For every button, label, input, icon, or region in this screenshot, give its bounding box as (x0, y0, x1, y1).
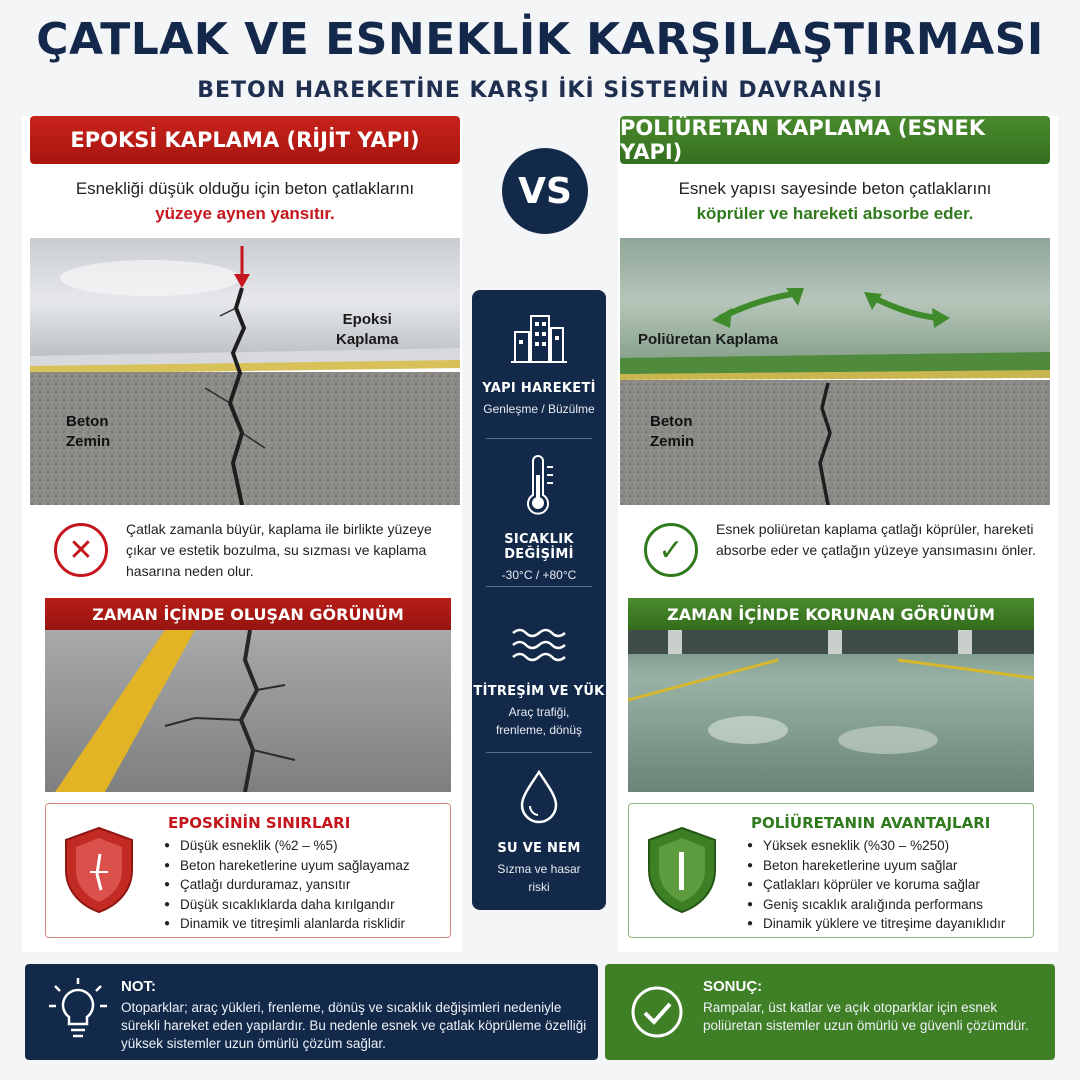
list-item: ● Çatlakları köprüler ve koruma sağlar (747, 875, 1005, 895)
list-item: ● Dinamik ve titreşimli alanlarda risklidir (164, 914, 410, 934)
note-footer (25, 964, 598, 1060)
list-item: ● Yüksek esneklik (%30 – %250) (747, 836, 1005, 856)
vs-badge: VS (502, 148, 588, 234)
factor-subtitle: Sızma ve hasar riski (497, 862, 581, 894)
divider (486, 586, 592, 587)
note-title: NOT: (121, 978, 156, 995)
result-footer (605, 964, 1055, 1060)
polyurethane-advantages-box (628, 803, 1034, 938)
cross-icon: ✕ (54, 523, 108, 577)
list-item: ● Düşük sıcaklıklarda daha kırılgandır (164, 895, 410, 915)
factor-title: SICAKLIK DEĞİŞİMİ (504, 532, 574, 562)
divider (486, 438, 592, 439)
polyurethane-success-note (640, 515, 1060, 585)
polyurethane-desc-line: Esnek yapısı sayesinde beton çatlaklarını (678, 179, 992, 198)
factor-vibration-load (472, 625, 606, 739)
factors-column (472, 290, 606, 910)
epoxy-coating-label: Epoksi Kaplama (336, 311, 399, 348)
epoxy-warning-text: Çatlak zamanla büyür, kaplama ile birlikte yüzeye çıkar ve estetik bozulma, su sızması ve kaplama hasarına neden olur. (126, 521, 432, 579)
polyurethane-time-header: ZAMAN İÇİNDE KORUNAN GÖRÜNÜM (628, 598, 1034, 630)
water-drop-icon (518, 768, 560, 824)
result-text: Rampalar, üst katlar ve açık otoparklar için esnek poliüretan sistemler uzun ömürlü ve güvenli çözümdür. (703, 1000, 1029, 1033)
epoxy-desc-highlight: yüzeye aynen yansıtır. (155, 204, 335, 223)
epoxy-header: EPOKSİ KAPLAMA (RİJİT YAPI) (30, 116, 460, 164)
epoxy-description (30, 176, 460, 226)
epoxy-concrete-label: Beton Zemin (66, 413, 111, 450)
factor-subtitle: Araç trafiği, frenleme, dönüş (495, 705, 583, 737)
polyurethane-advantages-list (747, 836, 1005, 934)
waves-icon (509, 625, 569, 665)
epoxy-warning-note (50, 515, 470, 585)
result-title: SONUÇ: (703, 978, 763, 995)
factor-subtitle: -30°C / +80°C (501, 568, 577, 582)
factor-title: YAPI HAREKETİ (482, 381, 596, 396)
factor-temperature-change (472, 455, 606, 584)
shield-icon (60, 824, 138, 916)
factor-water-moisture (472, 768, 606, 896)
list-item: ● Çatlağı durduramaz, yansıtır (164, 875, 410, 895)
thermometer-icon (519, 455, 559, 517)
epoxy-limits-title: EPOSKİNİN SINIRLARI (168, 814, 351, 832)
polyurethane-cross-section-illustration (620, 238, 1050, 505)
list-item: ● Dinamik yüklere ve titreşime dayanıklıdır (747, 914, 1005, 934)
check-circle-icon (629, 984, 685, 1040)
page-title: ÇATLAK VE ESNEKLİK KARŞILAŞTIRMASI (36, 14, 1044, 65)
list-item: ● Düşük esneklik (%2 – %5) (164, 836, 410, 856)
epoxy-desc-line: Esnekliği düşük olduğu için beton çatlaklarını (75, 179, 415, 198)
epoxy-cross-section-illustration (30, 238, 460, 505)
page-subtitle: BETON HAREKETİNE KARŞI İKİ SİSTEMİN DAVRANIŞI (197, 78, 883, 103)
list-item: ● Geniş sıcaklık aralığında performans (747, 895, 1005, 915)
polyurethane-description (620, 176, 1050, 226)
factor-subtitle: Genleşme / Büzülme (483, 402, 595, 416)
list-item: ● Beton hareketlerine uyum sağlayamaz (164, 856, 410, 876)
list-item: ● Beton hareketlerine uyum sağlar (747, 856, 1005, 876)
building-icon (511, 310, 567, 364)
polyurethane-desc-highlight: köprüler ve hareketi absorbe eder. (696, 204, 974, 223)
polyurethane-advantages-title: POLİÜRETANIN AVANTAJLARI (751, 814, 991, 832)
shield-icon (643, 824, 721, 916)
epoxy-limits-list (164, 836, 410, 934)
check-icon: ✓ (644, 523, 698, 577)
polyurethane-concrete-label: Beton Zemin (650, 413, 695, 450)
polyurethane-header: POLİÜRETAN KAPLAMA (ESNEK YAPI) (620, 116, 1050, 164)
protected-floor-photo (628, 630, 1034, 792)
divider (486, 752, 592, 753)
factor-title: TİTREŞİM VE YÜK (473, 684, 605, 699)
epoxy-time-header: ZAMAN İÇİNDE OLUŞAN GÖRÜNÜM (45, 598, 451, 630)
epoxy-limits-box (45, 803, 451, 938)
factor-title: SU VE NEM (497, 841, 581, 856)
polyurethane-coating-label: Poliüretan Kaplama (638, 331, 779, 348)
cracked-floor-photo (45, 630, 451, 792)
note-text: Otoparklar; araç yükleri, frenleme, dönüş ve sıcaklık değişimleri nedeniyle sürekli hareket eden yapılardır. Bu nedenle esnek ve çatlak köprüleme özelliği yüksek sistemler uzun ömürlü çözüm sağlar. (121, 1000, 587, 1051)
polyurethane-success-text: Esnek poliüretan kaplama çatlağı köprüler, hareketi absorbe eder ve çatlağın yüzeye yansımasını önler. (716, 521, 1036, 558)
lightbulb-icon (47, 978, 109, 1044)
factor-structure-movement (472, 310, 606, 418)
